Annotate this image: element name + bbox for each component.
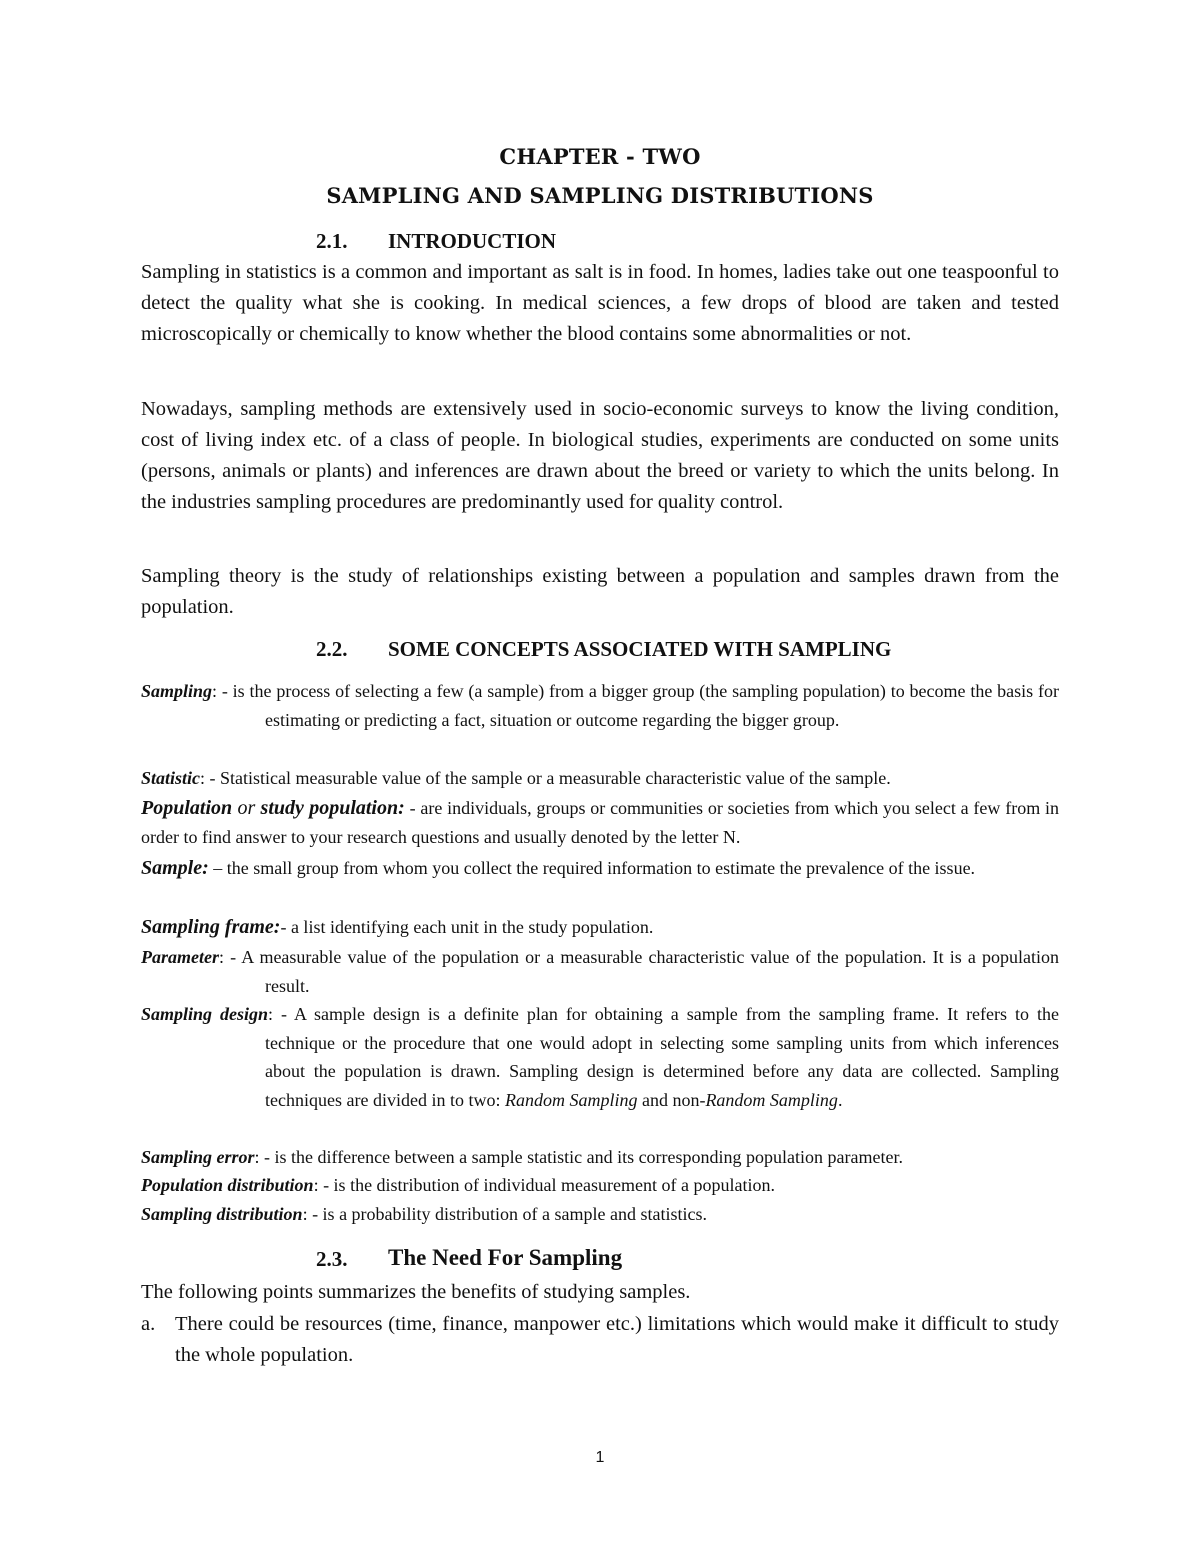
list-item-text: There could be resources (time, finance, manpower etc.) limitations which would make it difficult to study the whole population. bbox=[175, 1313, 1059, 1366]
section-number: 2.3. bbox=[316, 1247, 348, 1271]
list-item bbox=[141, 1309, 1059, 1371]
definition-text: : - A measurable value of the population or a measurable characteristic value of the population. It is a population result. bbox=[219, 947, 1059, 996]
definition-text: : - is the distribution of individual measurement of a population. bbox=[313, 1175, 775, 1195]
definition-statistic bbox=[141, 764, 1059, 793]
chapter-title: SAMPLING AND SAMPLING DISTRIBUTIONS bbox=[326, 183, 874, 208]
definition-population bbox=[141, 794, 1059, 851]
definition-term: Parameter bbox=[141, 947, 219, 967]
definition-end: . bbox=[837, 1089, 843, 1110]
definition-term: Sample: bbox=[141, 857, 209, 879]
section-title: SOME CONCEPTS ASSOCIATED WITH SAMPLING bbox=[388, 637, 892, 661]
intro-paragraph-3: Sampling theory is the study of relationships existing between a population and samples drawn from the population. bbox=[141, 565, 1059, 618]
definition-sampling-error bbox=[141, 1143, 1059, 1172]
definition-text: : - A sample design is a definite plan for obtaining a sample from the sampling frame. It refers to the technique or the procedure that one would adopt in selecting some sampling units from which inferences about the population is drawn. Sampling design is determined before any data are collected. Sampling techniques are divided in to two: bbox=[265, 1004, 1059, 1110]
definition-text: – the small group from whom you collect the required information to estimate the prevalence of the issue. bbox=[208, 858, 976, 878]
need-intro-paragraph: The following points summarizes the benefits of studying samples. bbox=[141, 1281, 691, 1303]
intro-paragraph-2: Nowadays, sampling methods are extensively used in socio-economic surveys to know the living condition, cost of living index etc. of a class of people. In biological studies, experiments are conducted on some units (persons, animals or plants) and inferences are drawn about the breed or variety to which the units belong. In the industries sampling procedures are predominantly used for quality control. bbox=[141, 398, 1059, 513]
definition-text: : - Statistical measurable value of the sample or a measurable characteristic value of the sample. bbox=[200, 768, 891, 788]
definition-term: Sampling error bbox=[141, 1147, 255, 1167]
definition-population-distribution bbox=[141, 1171, 1059, 1200]
definition-text: : - is the process of selecting a few (a sample) from a bigger group (the sampling population) to become the basis for estimating or predicting a fact, situation or outcome regarding the bigger group. bbox=[212, 681, 1059, 730]
definition-parameter bbox=[141, 943, 1059, 1000]
definition-term: Sampling frame: bbox=[141, 916, 281, 938]
definition-sampling-frame bbox=[141, 913, 1059, 942]
definition-term-2: study population: bbox=[260, 797, 405, 819]
definition-sampling bbox=[141, 677, 1059, 734]
definition-italic-1: Random Sampling bbox=[504, 1089, 638, 1110]
page-number: 1 bbox=[595, 1449, 605, 1466]
section-number: 2.2. bbox=[316, 637, 348, 661]
section-title: INTRODUCTION bbox=[388, 229, 557, 253]
definition-term: Sampling design bbox=[141, 1004, 269, 1024]
definition-term: Population bbox=[141, 797, 233, 819]
definition-term: Statistic bbox=[141, 768, 201, 788]
definition-italic-2: Random Sampling bbox=[705, 1089, 838, 1110]
definition-sampling-distribution bbox=[141, 1200, 1059, 1229]
definition-term: Population distribution bbox=[141, 1175, 314, 1195]
chapter-label: CHAPTER - TWO bbox=[499, 144, 701, 169]
intro-paragraph-1: Sampling in statistics is a common and important as salt is in food. In homes, ladies take out one teaspoonful to detect the quality what she is cooking. In medical sciences, a few drops of blood are taken and tested microscopically or chemically to know whether the blood contains some abnormalities or not. bbox=[141, 261, 1059, 345]
definition-term: Sampling bbox=[141, 681, 213, 701]
definition-connector: and non- bbox=[637, 1089, 706, 1110]
definition-text: : - is the difference between a sample statistic and its corresponding population parameter. bbox=[254, 1147, 903, 1167]
section-number: 2.1. bbox=[316, 229, 348, 253]
list-item-label: a. bbox=[141, 1313, 156, 1335]
definition-text: - are individuals, groups or communities or societies from which you select a few from in order to find answer to your research questions and usually denoted by the letter N. bbox=[141, 798, 1059, 847]
definition-text: : - is a probability distribution of a sample and statistics. bbox=[302, 1204, 707, 1224]
definition-sampling-design bbox=[141, 1000, 1059, 1114]
section-title: The Need For Sampling bbox=[388, 1245, 623, 1270]
definition-term: Sampling distribution bbox=[141, 1204, 303, 1224]
definition-connector: or bbox=[232, 797, 261, 819]
definition-sample bbox=[141, 854, 1059, 883]
definition-text: - a list identifying each unit in the study population. bbox=[280, 917, 654, 937]
